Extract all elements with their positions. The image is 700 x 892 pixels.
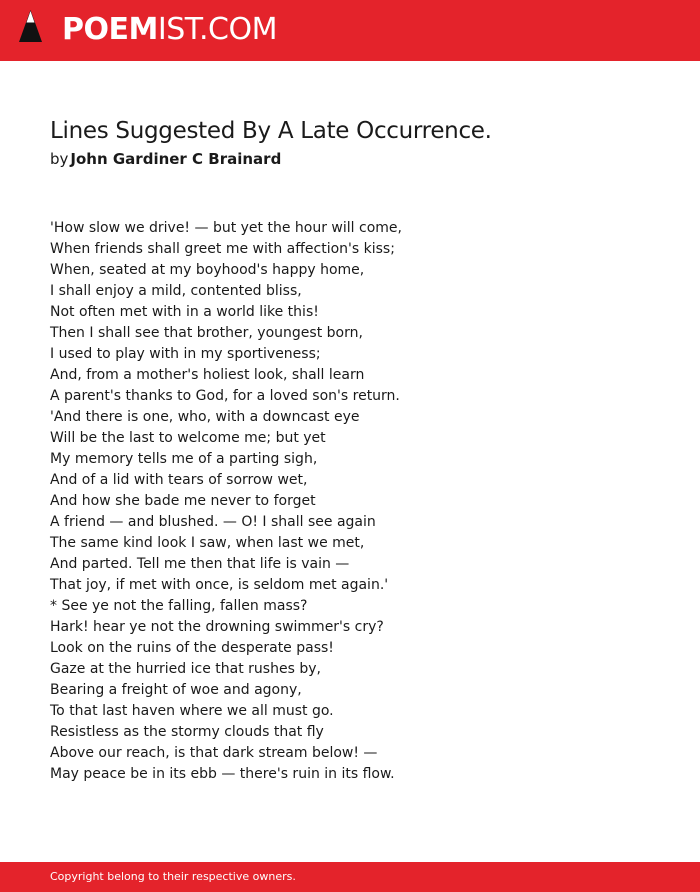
logo-text-light: IST.COM	[157, 12, 277, 47]
poem-line: When friends shall greet me with affection's kiss;	[50, 241, 395, 257]
poem-line: And, from a mother's holiest look, shall learn	[50, 367, 365, 383]
poem-title: Lines Suggested By A Late Occurrence.	[50, 118, 492, 144]
by-label: by	[50, 150, 69, 168]
poem-line: Hark! hear ye not the drowning swimmer's cry?	[50, 619, 384, 635]
poem-line: 'And there is one, who, with a downcast eye	[50, 409, 360, 425]
poem-author: John Gardiner C Brainard	[70, 150, 282, 168]
poem-line: Resistless as the stormy clouds that fly	[50, 724, 324, 740]
poem-line: Not often met with in a world like this!	[50, 304, 319, 320]
copyright-notice: Copyright belong to their respective owners.	[50, 870, 296, 883]
poem-line: May peace be in its ebb — there's ruin in its flow.	[50, 766, 395, 782]
poem-line: I shall enjoy a mild, contented bliss,	[50, 283, 302, 299]
poem-byline	[50, 148, 281, 170]
poem-line: The same kind look I saw, when last we met,	[50, 535, 365, 551]
poem-line: My memory tells me of a parting sigh,	[50, 451, 318, 467]
logo-text-strong: POEM	[62, 12, 158, 47]
poem-line: * See ye not the falling, fallen mass?	[50, 598, 308, 614]
poem-body	[50, 218, 402, 785]
poem-line: I used to play with in my sportiveness;	[50, 346, 321, 362]
poem-line: A friend — and blushed. — O! I shall see again	[50, 514, 376, 530]
poem-line: And parted. Tell me then that life is vain —	[50, 556, 350, 572]
poem-line: Bearing a freight of woe and agony,	[50, 682, 302, 698]
poem-line: That joy, if met with once, is seldom met again.'	[50, 577, 389, 593]
site-header	[0, 0, 700, 61]
poem-line: When, seated at my boyhood's happy home,	[50, 262, 365, 278]
site-footer	[0, 862, 700, 892]
poem-line: And how she bade me never to forget	[50, 493, 316, 509]
pencil-tip-icon[interactable]	[18, 9, 43, 51]
poem-line: And of a lid with tears of sorrow wet,	[50, 472, 308, 488]
poem-line: Look on the ruins of the desperate pass!	[50, 640, 334, 656]
poem-line: Then I shall see that brother, youngest born,	[50, 325, 363, 341]
poem-line: Will be the last to welcome me; but yet	[50, 430, 326, 446]
poem-line: Gaze at the hurried ice that rushes by,	[50, 661, 321, 677]
poem-line: To that last haven where we all must go.	[50, 703, 334, 719]
poem-line: Above our reach, is that dark stream below! —	[50, 745, 378, 761]
site-logo[interactable]	[62, 12, 277, 48]
poem-line: 'How slow we drive! — but yet the hour will come,	[50, 220, 402, 236]
poem-line: A parent's thanks to God, for a loved son's return.	[50, 388, 400, 404]
